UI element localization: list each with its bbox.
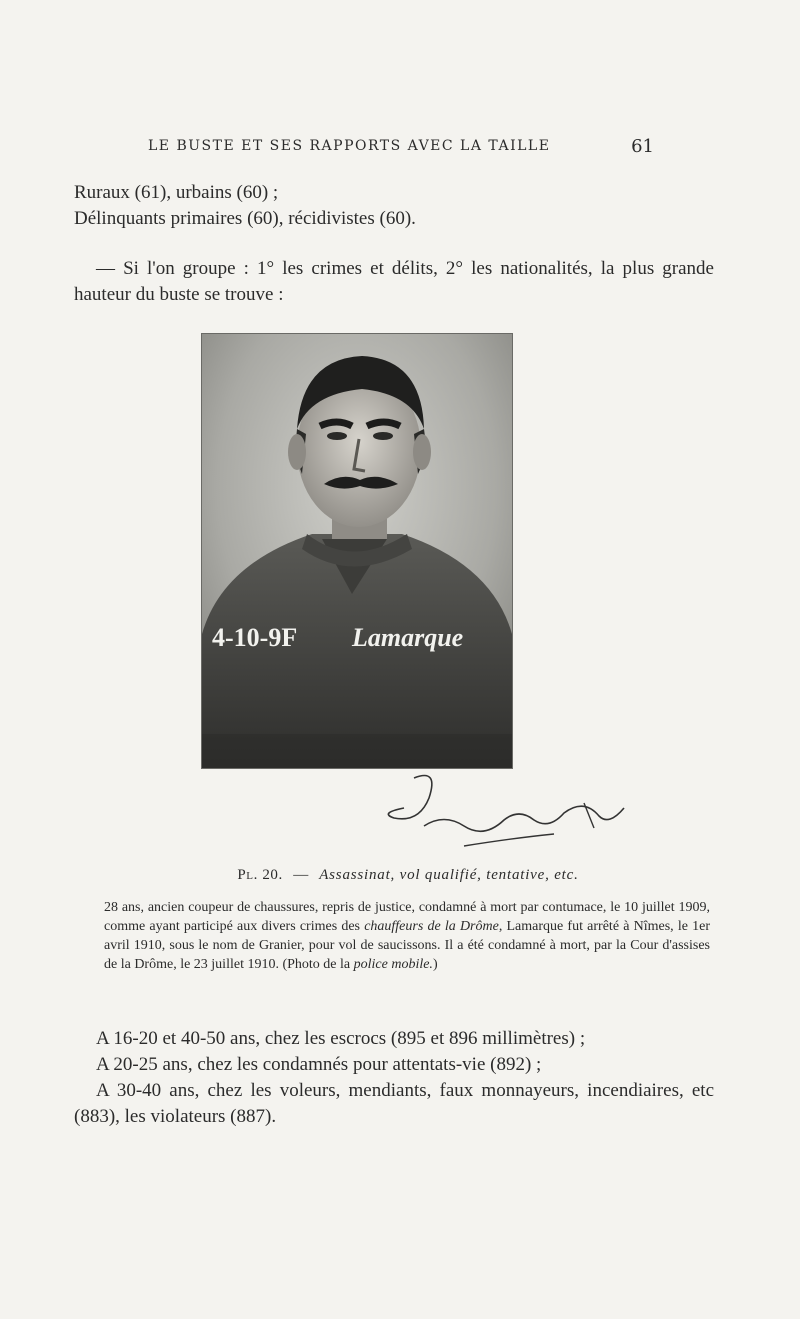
text-line: A 16-20 et 40-50 ans, chez les escrocs (895 et 896 millimètres) ; <box>96 1028 586 1049</box>
note-italic: chauffeurs de la Drôme <box>364 919 499 934</box>
text-line: Délinquants primaires (60), récidivistes (60). <box>74 208 416 229</box>
portrait-illustration <box>202 334 512 768</box>
caption-dash: — <box>293 867 309 883</box>
note-text: , Lamarque fut arrêté à Nîmes, le 1er avril 1910, sous le nom de Granier, pour vol de saucissons. Il a été condamné à mort, par la Cour d'assises de la Drôme, le 23 juillet 1910. (Photo de la <box>104 919 710 972</box>
note-text: 28 ans, ancien coupeur de chaussures, repris de justice, condamné à mort par contumace, le 10 juillet 1909, comme ayant participé aux divers crimes des <box>104 900 710 934</box>
paragraph-grouping: — Si l'on groupe : 1° les crimes et délits, 2° les nationalités, la plus grande hauteur du buste se trouve : <box>74 258 714 305</box>
caption-description: Assassinat, vol qualifié, tentative, etc. <box>319 867 579 883</box>
text-line: Ruraux (61), urbains (60) ; <box>74 182 279 203</box>
plate-number: Pl. 20. <box>237 867 283 883</box>
photo-inscription: 4-10-9F <box>212 623 298 652</box>
note-italic: police mobile. <box>353 957 433 972</box>
running-head <box>148 136 654 158</box>
figure-caption <box>148 867 668 884</box>
running-title: LE BUSTE ET SES RAPPORTS AVEC LA TAILLE <box>148 138 551 154</box>
paragraph-age-groups <box>74 1026 714 1130</box>
text-line: A 30-40 ans, chez les voleurs, mendiants, faux monnayeurs, incendiaires, etc (883), les violateurs (887). <box>74 1080 714 1127</box>
photo-inscription-name: Lamarque <box>352 623 464 652</box>
page-number: 61 <box>631 136 654 157</box>
caption-note <box>104 898 710 974</box>
note-text: ) <box>432 957 438 972</box>
mugshot-photo <box>201 333 513 769</box>
paragraph-rural-urban <box>74 180 714 232</box>
text-line: A 20-25 ans, chez les condamnés pour attentats-vie (892) ; <box>96 1054 542 1075</box>
handwritten-signature <box>384 768 634 848</box>
